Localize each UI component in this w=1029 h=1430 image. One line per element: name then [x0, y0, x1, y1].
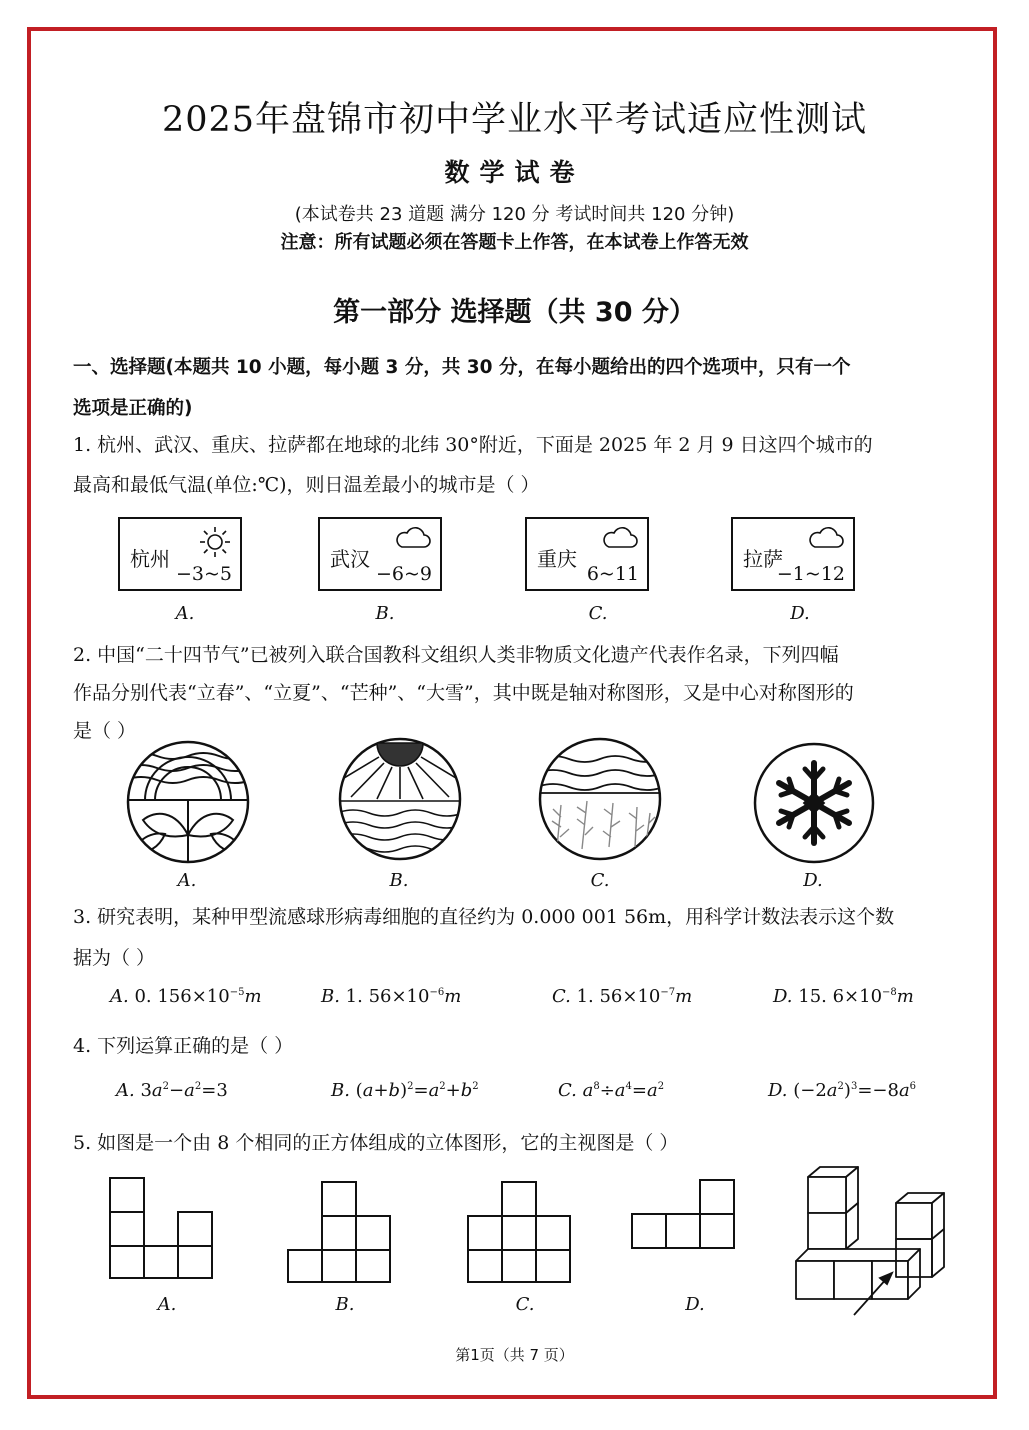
q3-line2: 据为（ ）: [73, 947, 156, 969]
option-base: 0. 156×10: [128, 986, 230, 1007]
q1-label-b: B.: [375, 603, 395, 624]
q4-option-b: B. $(a+b)^2=a^2+b^2$: [331, 1080, 479, 1101]
option-exponent: −8: [882, 987, 897, 998]
exam-info: (本试卷共 23 道题 满分 120 分 考试时间共 120 分钟): [294, 204, 735, 225]
cloud-icon: [807, 525, 845, 551]
q5-view-c: [466, 1180, 574, 1284]
q3-option-c: [552, 986, 692, 1007]
option-exponent: −6: [429, 987, 445, 998]
city-card-wuhan: [318, 517, 442, 591]
solar-term-mangzhong-figure: [537, 737, 663, 861]
solar-term-daxue-figure: [751, 741, 877, 865]
part-heading: 第一部分 选择题（共 30 分）: [333, 297, 696, 328]
exam-title: 2025年盘锦市初中学业水平考试适应性测试: [161, 100, 868, 140]
option-base: 15. 6×10: [792, 986, 883, 1007]
solar-term-lixia-figure: [337, 737, 463, 861]
q4-option-d: D. $(-2a^2)^3=-8a^6$: [768, 1080, 917, 1101]
cloud-icon: [394, 525, 432, 551]
option-letter: D.: [773, 986, 793, 1007]
city-card-hangzhou: [118, 517, 242, 591]
sun-icon: [198, 525, 232, 559]
option-base: 1. 56×10: [570, 986, 661, 1007]
q5-solid-figure: [792, 1163, 950, 1319]
city-card-lhasa: [731, 517, 855, 591]
city-temp: −3~5: [175, 563, 232, 585]
q5-label-c: C.: [515, 1294, 535, 1315]
q1-label-a: A.: [175, 603, 195, 624]
city-name: 重庆: [537, 547, 577, 571]
exam-notice: 注意：所有试题必须在答题卡上作答，在本试卷上作答无效: [280, 232, 749, 253]
option-exponent: −7: [660, 987, 676, 998]
option-exponent: −5: [229, 987, 245, 998]
q2-label-c: C.: [590, 870, 610, 891]
option-letter: D.: [768, 1080, 788, 1101]
q5-view-a: [108, 1176, 216, 1280]
q1-label-c: C.: [588, 603, 608, 624]
q3-option-d: [773, 986, 914, 1007]
option-base: 1. 56×10: [339, 986, 430, 1007]
q2-label-a: A.: [177, 870, 197, 891]
q4-line1: 4. 下列运算正确的是（ ）: [73, 1035, 294, 1057]
option-unit: m: [675, 986, 693, 1007]
q3-option-b: [321, 986, 461, 1007]
option-letter: B.: [321, 986, 340, 1007]
q3-option-a: [110, 986, 262, 1007]
q1-line1: 1. 杭州、武汉、重庆、拉萨都在地球的北纬 30°附近，下面是 2025 年 2 月 9 日这四个城市的: [73, 434, 873, 456]
q1-label-d: D.: [790, 603, 810, 624]
q5-view-d: [630, 1178, 738, 1250]
option-letter: B.: [331, 1080, 350, 1101]
city-temp: −1~12: [776, 563, 845, 585]
option-unit: m: [896, 986, 914, 1007]
option-letter: C.: [558, 1080, 577, 1101]
q2-label-d: D.: [803, 870, 823, 891]
q4-option-c: C. $a^8\div a^4=a^2$: [558, 1080, 665, 1101]
section-heading-line2: 选项是正确的): [73, 398, 193, 419]
exam-subtitle: 数学试卷: [444, 158, 585, 187]
page-footer: 第1页（共 7 页）: [455, 1346, 574, 1364]
q5-label-d: D.: [685, 1294, 705, 1315]
option-letter: A.: [116, 1080, 135, 1101]
q4-option-a: A. $3a^2-a^2=3$: [116, 1080, 228, 1101]
q5-label-b: B.: [335, 1294, 355, 1315]
q1-line2: 最高和最低气温(单位:℃)，则日温差最小的城市是（ ）: [73, 474, 540, 496]
city-name: 杭州: [130, 547, 170, 571]
q2-line3: 是（ ）: [73, 720, 137, 742]
q2-line2: 作品分别代表“立春”、“立夏”、“芒种”、“大雪”，其中既是轴对称图形，又是中心对称图形的: [73, 682, 854, 704]
city-temp: 6~11: [586, 563, 639, 585]
option-letter: A.: [110, 986, 129, 1007]
city-temp: −6~9: [375, 563, 432, 585]
q2-line1: 2. 中国“二十四节气”已被列入联合国教科文组织人类非物质文化遗产代表作名录，下列四幅: [73, 644, 839, 666]
city-card-chongqing: [525, 517, 649, 591]
section-heading-line1: 一、选择题(本题共 10 小题，每小题 3 分，共 30 分，在每小题给出的四个选项中，只有一个: [73, 357, 851, 378]
city-name: 拉萨: [743, 547, 783, 571]
solar-term-lichun-figure: [125, 740, 251, 864]
q5-view-b: [286, 1180, 394, 1284]
q2-label-b: B.: [389, 870, 409, 891]
city-name: 武汉: [330, 547, 370, 571]
option-letter: C.: [552, 986, 571, 1007]
option-unit: m: [444, 986, 462, 1007]
q3-line1: 3. 研究表明，某种甲型流感球形病毒细胞的直径约为 0.000 001 56m，用科学计数法表示这个数: [73, 906, 895, 928]
cloud-icon: [601, 525, 639, 551]
option-unit: m: [244, 986, 262, 1007]
q5-line1: 5. 如图是一个由 8 个相同的正方体组成的立体图形，它的主视图是（ ）: [73, 1132, 679, 1154]
q5-label-a: A.: [157, 1294, 177, 1315]
